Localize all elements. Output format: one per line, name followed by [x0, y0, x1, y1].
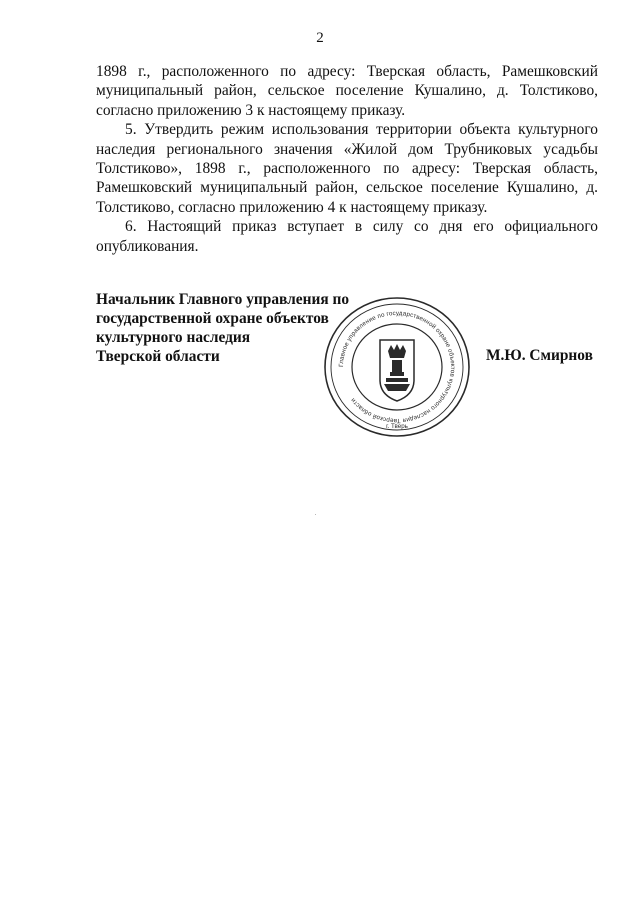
- signature-position: [96, 290, 356, 366]
- position-line: Начальник Главного управления по: [96, 291, 350, 308]
- seal-city: г. Тверь: [386, 423, 408, 430]
- page-number: 2: [316, 30, 324, 46]
- paragraph-continued: 1898 г., расположенного по адресу: Тверская область, Рамешковский муниципальный район, сельское поселение Кушалино, д. Толстиково, согласно приложению 3 к настоящему приказу.: [96, 63, 598, 119]
- position-line: государственной охране объектов: [96, 310, 329, 327]
- position-line: культурного наследия: [96, 329, 251, 346]
- document-body: [96, 62, 598, 256]
- position-line: Тверской области: [96, 348, 220, 365]
- paragraph-5: 5. Утвердить режим использования территории объекта культурного наследия регионального значения «Жилой дом Трубниковых усадьбы Толстиково», 1898 г., расположенного по адресу: Тверская область, Рамешковский муниципальный район, сельское поселение Кушалино, д. Толстиково, согласно приложению 4 к настоящему приказу.: [96, 121, 598, 216]
- seal-ring-text: Главное управление по государственной охране объектов культурного наследия Тверской области: [337, 309, 457, 425]
- tver-coat-of-arms-icon: [380, 340, 414, 401]
- paragraph-6: 6. Настоящий приказ вступает в силу со дня его официального опубликования.: [96, 218, 598, 255]
- scan-dot: [315, 514, 316, 515]
- official-seal: [322, 296, 472, 438]
- signer-name: М.Ю. Смирнов: [486, 347, 593, 364]
